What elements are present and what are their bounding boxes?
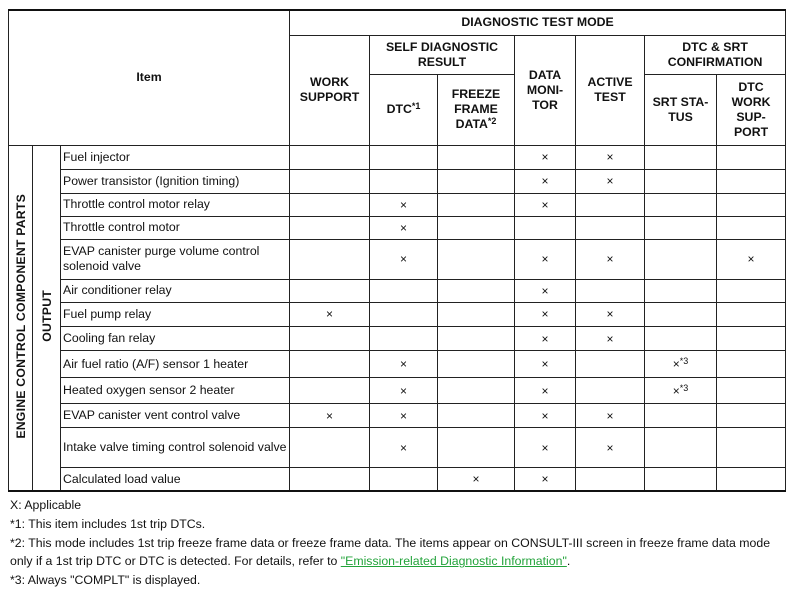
work-support-cell — [290, 326, 370, 350]
active-test-cell: × — [576, 169, 645, 193]
dtc-cell: × — [370, 193, 438, 216]
footnotes — [10, 496, 790, 590]
active-test-header: ACTIVE TEST — [576, 35, 645, 145]
freeze-frame-data-header: FREEZE FRAME DATA$^{*2}$ — [438, 74, 515, 145]
dtc-work-support-header: DTC WORK SUP- PORT — [717, 74, 786, 145]
freeze-frame-data-cell — [438, 302, 515, 326]
work-support-cell: × — [290, 404, 370, 428]
work-support-cell — [290, 351, 370, 378]
active-test-cell: × — [576, 145, 645, 169]
work-support-cell: × — [290, 302, 370, 326]
footnote-2: *2: This mode includes 1st trip freeze frame data or freeze frame data. The items appear on CONSULT-III screen in freeze frame data mode only if a 1st trip DTC or DTC is detected. For details, refer to "Emission-related Diagnostic Information". — [10, 535, 771, 569]
dtc-cell — [370, 145, 438, 169]
srt-status-cell: ×$^{*3}$ — [645, 351, 717, 378]
freeze-frame-data-cell — [438, 378, 515, 404]
dtc-work-support-cell — [717, 428, 786, 468]
footnote-3: *3: Always "COMPLT" is displayed. — [10, 573, 201, 588]
active-test-cell — [576, 279, 645, 302]
srt-status-cell — [645, 279, 717, 302]
srt-status-cell — [645, 468, 717, 491]
dtc-cell: × — [370, 216, 438, 239]
table-row — [9, 378, 786, 404]
dtc-work-support-cell — [717, 279, 786, 302]
table-row — [9, 193, 786, 216]
dtc-cell: × — [370, 378, 438, 404]
dtc-work-support-cell — [717, 351, 786, 378]
work-support-cell — [290, 468, 370, 491]
dtc-cell: × — [370, 404, 438, 428]
group-label: ENGINE CONTROL COMPONENT PARTS — [9, 145, 33, 491]
srt-status-cell — [645, 169, 717, 193]
dtc-work-support-cell — [717, 326, 786, 350]
data-monitor-cell: × — [515, 279, 576, 302]
freeze-frame-data-cell — [438, 145, 515, 169]
active-test-cell: × — [576, 239, 645, 279]
srt-status-cell — [645, 302, 717, 326]
item-name: Throttle control motor relay — [61, 193, 290, 216]
dtc-cell — [370, 326, 438, 350]
table-body — [9, 145, 786, 491]
srt-status-cell: ×$^{*3}$ — [645, 378, 717, 404]
item-name: EVAP canister purge volume control solenoid valve — [61, 239, 290, 279]
dtc-cell — [370, 302, 438, 326]
srt-status-cell — [645, 239, 717, 279]
item-name: Calculated load value — [61, 468, 290, 491]
active-test-cell: × — [576, 302, 645, 326]
data-monitor-cell: × — [515, 351, 576, 378]
diagnostic-mode-table — [8, 9, 786, 492]
table-row — [9, 468, 786, 491]
table-row — [9, 145, 786, 169]
freeze-frame-data-cell — [438, 351, 515, 378]
item-name: Intake valve timing control solenoid valve — [61, 428, 290, 468]
data-monitor-cell: × — [515, 239, 576, 279]
work-support-cell — [290, 239, 370, 279]
active-test-cell: × — [576, 428, 645, 468]
dtc-work-support-cell — [717, 404, 786, 428]
srt-status-cell — [645, 428, 717, 468]
legend-note: X: Applicable — [10, 498, 82, 512]
freeze-frame-data-cell — [438, 169, 515, 193]
item-name: Throttle control motor — [61, 216, 290, 239]
dtc-work-support-cell — [717, 169, 786, 193]
item-name: Heated oxygen sensor 2 heater — [61, 378, 290, 404]
work-support-cell — [290, 378, 370, 404]
work-support-cell — [290, 145, 370, 169]
item-name: Power transistor (Ignition timing) — [61, 169, 290, 193]
freeze-frame-data-cell: × — [438, 468, 515, 491]
srt-status-cell — [645, 145, 717, 169]
table-row — [9, 216, 786, 239]
item-name: Fuel injector — [61, 145, 290, 169]
active-test-cell: × — [576, 404, 645, 428]
data-monitor-cell: × — [515, 169, 576, 193]
dtc-header: DTC$^{*1}$ — [370, 74, 438, 145]
data-monitor-cell: × — [515, 428, 576, 468]
table-row — [9, 239, 786, 279]
freeze-frame-data-cell — [438, 279, 515, 302]
dtc-work-support-cell — [717, 378, 786, 404]
data-monitor-cell: × — [515, 193, 576, 216]
work-support-cell — [290, 279, 370, 302]
item-name: Cooling fan relay — [61, 326, 290, 350]
table-row — [9, 302, 786, 326]
dtc-work-support-cell — [717, 145, 786, 169]
dtc-work-support-cell — [717, 468, 786, 491]
active-test-cell — [576, 468, 645, 491]
srt-status-cell — [645, 193, 717, 216]
work-support-cell — [290, 428, 370, 468]
active-test-cell — [576, 378, 645, 404]
dtc-work-support-cell — [717, 302, 786, 326]
srt-status-cell — [645, 404, 717, 428]
freeze-frame-data-cell — [438, 216, 515, 239]
dtc-cell: × — [370, 239, 438, 279]
table-row — [9, 326, 786, 350]
freeze-frame-data-cell — [438, 239, 515, 279]
self-diagnostic-result-header: SELF DIAGNOSTIC RESULT — [370, 35, 515, 74]
work-support-cell — [290, 216, 370, 239]
item-header: Item — [9, 10, 290, 145]
freeze-frame-data-cell — [438, 404, 515, 428]
work-support-cell — [290, 169, 370, 193]
data-monitor-cell: × — [515, 145, 576, 169]
table-row — [9, 351, 786, 378]
srt-status-cell — [645, 216, 717, 239]
srt-status-cell — [645, 326, 717, 350]
dtc-srt-confirmation-header: DTC & SRT CONFIRMATION — [645, 35, 786, 74]
subgroup-label: OUTPUT — [33, 145, 61, 491]
work-support-header: WORK SUPPORT — [290, 35, 370, 145]
item-name: Air conditioner relay — [61, 279, 290, 302]
table-row — [9, 428, 786, 468]
active-test-cell: × — [576, 326, 645, 350]
active-test-cell — [576, 216, 645, 239]
freeze-frame-data-cell — [438, 326, 515, 350]
footnote-1: *1: This item includes 1st trip DTCs. — [10, 516, 206, 531]
dtc-work-support-cell — [717, 216, 786, 239]
dtc-cell — [370, 279, 438, 302]
item-name: Fuel pump relay — [61, 302, 290, 326]
dtc-cell: × — [370, 351, 438, 378]
active-test-cell — [576, 193, 645, 216]
freeze-frame-data-cell — [438, 428, 515, 468]
data-monitor-cell: × — [515, 378, 576, 404]
item-name: EVAP canister vent control valve — [61, 404, 290, 428]
data-monitor-header: DATA MONI- TOR — [515, 35, 576, 145]
dtc-cell: × — [370, 428, 438, 468]
data-monitor-cell: × — [515, 302, 576, 326]
srt-status-header: SRT STA- TUS — [645, 74, 717, 145]
freeze-frame-data-cell — [438, 193, 515, 216]
data-monitor-cell: × — [515, 468, 576, 491]
dtc-work-support-cell — [717, 193, 786, 216]
item-name: Air fuel ratio (A/F) sensor 1 heater — [61, 351, 290, 378]
data-monitor-cell: × — [515, 326, 576, 350]
table-row — [9, 404, 786, 428]
dtc-work-support-cell: × — [717, 239, 786, 279]
table-row — [9, 169, 786, 193]
diagnostic-test-mode-header: DIAGNOSTIC TEST MODE — [290, 10, 786, 35]
data-monitor-cell: × — [515, 404, 576, 428]
emission-info-link[interactable]: "Emission-related Diagnostic Information" — [340, 554, 567, 569]
dtc-cell — [370, 468, 438, 491]
dtc-cell — [370, 169, 438, 193]
data-monitor-cell — [515, 216, 576, 239]
active-test-cell — [576, 351, 645, 378]
table-row — [9, 279, 786, 302]
work-support-cell — [290, 193, 370, 216]
